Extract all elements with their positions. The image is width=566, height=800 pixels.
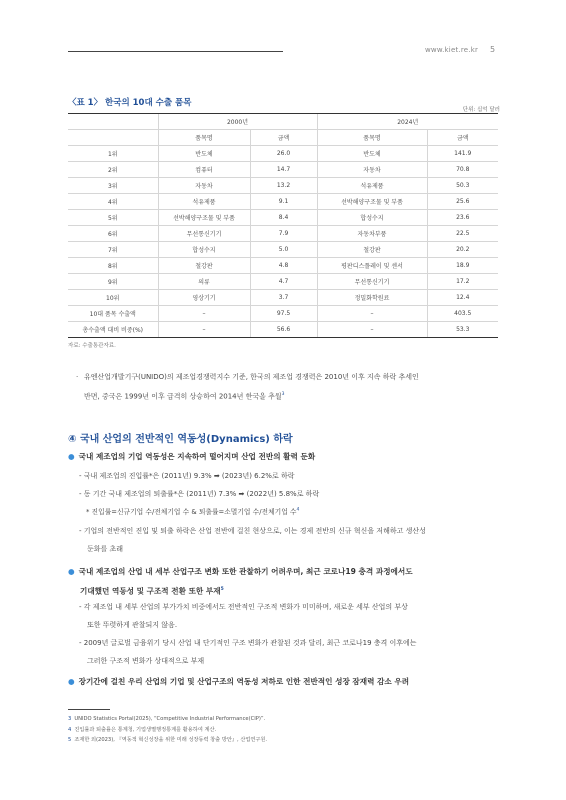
bullet-1-detail-1: - 국내 제조업의 진입률*은 (2011년) 9.3% ➡ (2023년) 6.2%로 하락 xyxy=(79,472,295,480)
bullet-2-detail-1: - 각 제조업 내 세부 산업의 부가가치 비중에서도 전반적인 구조적 변화가 미미하며, 새로운 세부 산업의 부상 또한 뚜렷하게 관찰되지 않음. xyxy=(79,603,408,629)
bullet-2-detail-2: - 2009년 글로벌 금융위기 당시 산업 내 단기적인 구조 변화가 관찰된 것과 달리, 최근 코로나19 충격 이후에는 그러한 구조적 변화가 상대적으로 부재 xyxy=(79,639,417,665)
table-row: 6위 무선통신기기 7.9 자동차부품 22.5 xyxy=(68,226,498,242)
table-row: 7위 합성수지 5.0 철강판 20.2 xyxy=(68,242,498,258)
header-rule xyxy=(68,51,283,52)
paragraph-line: 반면, 중국은 1999년 이후 급격히 상승하여 2014년 한국을 추월 xyxy=(84,392,282,401)
paragraph-unido: · 유엔산업개발기구(UNIDO)의 제조업경쟁력지수 기준, 한국의 제조업 경쟁력은 2010년 이후 지속 하락 추세인 반면, 중국은 1999년 이후 급격히 상승하여 2014년 한국을 추월$^3$ xyxy=(76,373,419,401)
table-row: 2위 컴퓨터 14.7 자동차 70.8 xyxy=(68,162,498,178)
table-row: 3위 자동차 13.2 석유제품 50.3 xyxy=(68,178,498,194)
page-number: 5 xyxy=(490,45,496,54)
table-source: 자료: 수출통관자료. xyxy=(68,343,116,349)
header-item-2000: 품목명 xyxy=(158,130,250,146)
table-corner xyxy=(68,114,158,130)
footnote-rule xyxy=(68,709,110,710)
bullet-2: ● 국내 제조업의 산업 내 세부 산업구조 변화 또한 관찰하기 어려우며, 최근 코로나19 충격 과정에서도 기대했던 역동성 및 구조적 전환 또한 부재$^5$ xyxy=(68,567,413,596)
table-corner-2 xyxy=(68,130,158,146)
footnote-4: 4 진입률과 퇴출률은 통계청, 기업생멸행정통계를 활용하여 계산. xyxy=(68,727,217,733)
table-share-row: 총수출액 대비 비중(%) – 56.6 – 53.3 xyxy=(68,322,498,338)
bullet-1: ● 국내 제조업의 기업 역동성은 지속하여 떨어지며 산업 전반의 활력 둔화 xyxy=(68,452,316,461)
bullet-icon: ● xyxy=(68,567,75,576)
bullet-icon: ● xyxy=(68,452,75,461)
site-url: www.kiet.re.kr xyxy=(425,46,479,54)
export-table xyxy=(68,113,498,338)
table-row: 10위 영상기기 3.7 정밀화학원료 12.4 xyxy=(68,290,498,306)
table-row: 8위 철강판 4.8 평판디스플레이 및 센서 18.9 xyxy=(68,258,498,274)
header-item-2024: 품목명 xyxy=(317,130,427,146)
table-title: 〈표 1〉 한국의 10대 수출 품목 xyxy=(68,98,192,108)
footnote-ref[interactable]: 4 xyxy=(296,507,300,513)
bullet-1-note: * 진입률=신규기업 수/전체기업 수 & 퇴출률=소멸기업 수/전체기업 수$^4$ xyxy=(86,507,300,516)
header-year-2000: 2000년 xyxy=(158,114,317,130)
bullet-icon: ● xyxy=(68,677,75,686)
table-row: 9위 의류 4.7 무선통신기기 17.2 xyxy=(68,274,498,290)
table-total-row: 10대 품목 수출액 – 97.5 – 403.5 xyxy=(68,306,498,322)
table-row: 4위 석유제품 9.1 선박해양구조물 및 부품 25.6 xyxy=(68,194,498,210)
footnote-5: 5 조재한 외(2023), 『역동적 혁신성장을 위한 미래 성장동력 창출 방안』, 산업연구원. xyxy=(68,737,268,743)
table-row: 1위 반도체 26.0 반도체 141.9 xyxy=(68,146,498,162)
header-amount-2000: 금액 xyxy=(250,130,317,146)
bullet-3: ● 장기간에 걸친 우리 산업의 기업 및 산업구조의 역동성 저하로 인한 전반적인 성장 잠재력 감소 우려 xyxy=(68,677,410,686)
table-row: 5위 선박해양구조물 및 부품 8.4 합성수지 23.6 xyxy=(68,210,498,226)
table-unit: 단위: 십억 달러 xyxy=(462,107,500,113)
paragraph-line: 유엔산업개발기구(UNIDO)의 제조업경쟁력지수 기준, 한국의 제조업 경쟁력은 2010년 이후 지속 하락 추세인 xyxy=(84,373,419,381)
header-amount-2024: 금액 xyxy=(427,130,498,146)
bullet-1-detail-3: - 기업의 전반적인 진입 및 퇴출 하락은 산업 전반에 걸친 현상으로, 이는 경제 전반의 신규 혁신을 저해하고 생산성 둔화를 초래 xyxy=(79,527,426,553)
bullet-1-detail-2: - 동 기간 국내 제조업의 퇴출률*은 (2011년) 7.3% ➡ (2022년) 5.8%로 하락 xyxy=(79,490,320,498)
section-title: ④ 국내 산업의 전반적인 역동성(Dynamics) 하락 xyxy=(68,434,293,445)
footnote-ref[interactable]: 5 xyxy=(220,587,224,592)
footnote-3: 3 UNIDO Statistics Portal(2025), “Competitive Industrial Performance(CIP)”. xyxy=(68,716,266,722)
footnote-ref[interactable]: 3 xyxy=(281,392,285,397)
header-year-2024: 2024년 xyxy=(317,114,498,130)
